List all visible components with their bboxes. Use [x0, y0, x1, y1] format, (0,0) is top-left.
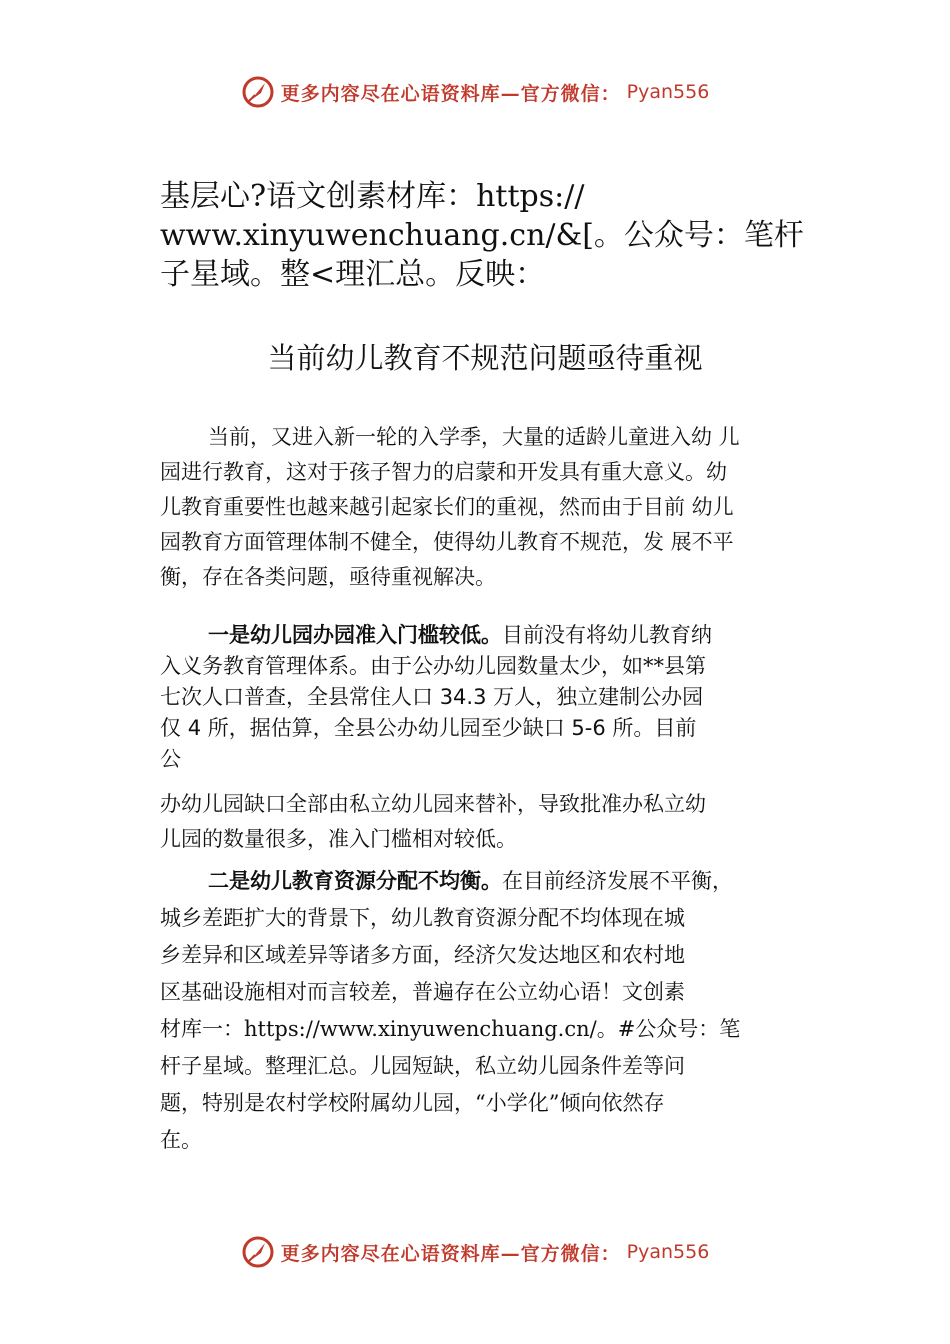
header-banner	[0, 70, 950, 114]
paragraph-line	[160, 713, 850, 744]
footer-banner	[0, 1230, 950, 1274]
intro-paragraph	[160, 420, 850, 595]
paragraph-line: 公	[160, 747, 181, 771]
paragraph-line: 区基础设施相对而言较差，普遍存在公立幼心语！文创素	[160, 980, 685, 1004]
paragraph-text: 所，据估算，全县公办幼儿园至少缺口	[201, 716, 572, 740]
paragraph-line: 办幼儿园缺口全部由私立幼儿园来替补，导致批准办私立幼	[160, 792, 706, 816]
school-count-number: 4	[187, 716, 202, 740]
paragraph-line: 入义务教育管理体系。由于公办幼儿园数量太少，如**县第	[160, 654, 706, 678]
paragraph-line: 园教育方面管理体制不健全，使得幼儿教育不规范，发 展不平	[160, 530, 734, 554]
shortage-range-number: 5-6	[571, 716, 606, 740]
paragraph-line: 当前，又进入新一轮的入学季，大量的适龄儿童进入幼 儿	[208, 425, 740, 449]
paragraph-line	[160, 620, 850, 651]
paragraph-text: 仅	[160, 716, 188, 740]
paragraph-line: 在。	[160, 1128, 202, 1152]
point-two-heading: 二是幼儿教育资源分配不均衡。	[208, 869, 502, 893]
source-header	[160, 177, 860, 294]
paragraph-line: 题，特别是农村学校附属幼儿园，“小学化”倾向依然存	[160, 1091, 665, 1115]
continuation-paragraph	[160, 787, 850, 857]
paragraph-text: 万人，独立建制公办园	[486, 685, 704, 709]
quill-logo-icon	[241, 1235, 275, 1269]
paragraph-line: 材库一：https://www.xinyuwenchuang.cn/。#公众号：笔	[160, 1017, 741, 1041]
paragraph-line: 衡，存在各类问题，亟待重视解决。	[160, 565, 496, 589]
paragraph-text: 七次人口普查，全县常住人口	[160, 685, 440, 709]
source-header-line: 基层心?语文创素材库：https://	[160, 179, 585, 214]
paragraph-line: 园进行教育，这对于孩子智力的启蒙和开发具有重大意义。幼	[160, 460, 727, 484]
document-title: 当前幼儿教育不规范问题亟待重视	[267, 341, 703, 375]
quill-logo-icon	[241, 75, 275, 109]
population-number: 34.3	[439, 685, 487, 709]
paragraph-line	[160, 863, 850, 900]
source-header-line: 子星域。整<理汇总。反映：	[160, 257, 546, 292]
paragraph-line: 儿园的数量很多，准入门槛相对较低。	[160, 827, 517, 851]
point-one-heading: 一是幼儿园办园准入门槛较低。	[208, 623, 502, 647]
paragraph-text: 在目前经济发展不平衡，	[502, 869, 733, 893]
paragraph-text: 目前没有将幼儿教育纳	[502, 623, 712, 647]
point-one-paragraph	[160, 620, 850, 775]
paragraph-line: 儿教育重要性也越来越引起家长们的重视，然而由于目前 幼儿	[160, 495, 734, 519]
point-two-paragraph	[160, 863, 850, 1159]
paragraph-line: 杆子星域。整理汇总。儿园短缺，私立幼儿园条件差等问	[160, 1054, 685, 1078]
banner-text: 更多内容尽在心语资料库—官方微信：	[280, 82, 621, 105]
banner-wechat-id: Pyan556	[626, 81, 710, 103]
banner-wechat-id: Pyan556	[626, 1241, 710, 1263]
paragraph-text: 所。目前	[605, 716, 697, 740]
paragraph-line: 乡差异和区域差异等诸多方面，经济欠发达地区和农村地	[160, 943, 685, 967]
paragraph-line	[160, 682, 850, 713]
paragraph-line: 城乡差距扩大的背景下，幼儿教育资源分配不均体现在城	[160, 906, 685, 930]
banner-text: 更多内容尽在心语资料库—官方微信：	[280, 1242, 621, 1265]
source-header-line: www.xinyuwenchuang.cn/&[。公众号：笔杆	[160, 218, 804, 253]
